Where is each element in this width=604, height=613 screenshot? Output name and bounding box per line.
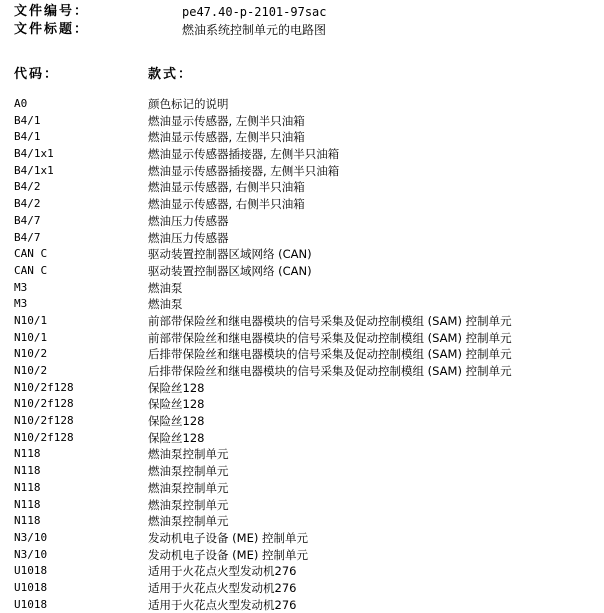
table-row — [14, 263, 604, 280]
component-code: B4/2 — [14, 197, 41, 211]
table-row — [14, 497, 604, 514]
component-code: N3/10 — [14, 547, 48, 561]
table-row — [14, 313, 604, 330]
component-code: M3 — [14, 280, 28, 294]
component-code: B4/1x1 — [14, 163, 54, 177]
component-description: 后排带保险丝和继电器模块的信号采集及促动控制模组 (SAM) 控制单元 — [148, 347, 512, 362]
table-row — [14, 380, 604, 397]
component-description: 驱动装置控制器区域网络 (CAN) — [148, 263, 312, 278]
component-description: 燃油压力传感器 — [148, 213, 229, 228]
component-code: CAN C — [14, 247, 48, 261]
table-row — [14, 563, 604, 580]
component-description: 燃油泵控制单元 — [148, 514, 229, 529]
component-code: N10/2 — [14, 364, 48, 377]
component-code: U1018 — [14, 597, 48, 611]
component-code: N118 — [14, 514, 41, 528]
file-number-label: 文件编号： — [14, 4, 90, 19]
table-row — [14, 179, 604, 196]
component-description: 燃油显示传感器, 左侧半只油箱 — [148, 113, 305, 128]
table-row — [14, 129, 604, 146]
table-row — [14, 196, 604, 213]
component-code: N3/10 — [14, 530, 48, 544]
component-code: N10/2f128 — [14, 397, 74, 411]
component-description: 燃油泵控制单元 — [148, 480, 229, 495]
component-description: 燃油显示传感器插接器, 左侧半只油箱 — [148, 147, 340, 162]
table-row — [14, 530, 604, 547]
component-code: N118 — [14, 497, 41, 511]
table-row — [14, 113, 604, 130]
table-row — [14, 463, 604, 480]
component-description: 前部带保险丝和继电器模块的信号采集及促动控制模组 (SAM) 控制单元 — [148, 330, 512, 345]
component-description: 保险丝128 — [148, 430, 205, 445]
code-column-header: 代码： — [14, 67, 60, 82]
table-row — [14, 280, 604, 297]
table-row — [14, 580, 604, 597]
table-row — [14, 96, 604, 113]
table-row — [14, 163, 604, 180]
component-code: N10/2f128 — [14, 380, 74, 394]
table-row — [14, 213, 604, 230]
component-code: N118 — [14, 447, 41, 461]
component-description: 燃油泵控制单元 — [148, 447, 229, 462]
component-code: U1018 — [14, 564, 48, 578]
component-description: 适用于火花点火型发动机276 — [148, 580, 297, 595]
component-description: 保险丝128 — [148, 414, 205, 429]
component-code: U1018 — [14, 580, 48, 594]
component-code: N10/1 — [14, 313, 48, 327]
file-title-value: 燃油系统控制单元的电路图 — [182, 23, 327, 37]
component-description: 适用于火花点火型发动机276 — [148, 564, 297, 579]
table-row — [14, 480, 604, 497]
component-description: 保险丝128 — [148, 380, 205, 395]
component-code: CAN C — [14, 263, 48, 277]
description-column-header: 款式： — [148, 67, 194, 82]
table-row — [14, 363, 604, 380]
table-row — [14, 430, 604, 447]
component-description: 适用于火花点火型发动机276 — [148, 597, 297, 612]
table-row — [14, 246, 604, 263]
component-code: B4/1x1 — [14, 147, 54, 161]
component-description: 燃油显示传感器插接器, 左侧半只油箱 — [148, 163, 340, 178]
component-code: A0 — [14, 97, 28, 110]
component-code: B4/1 — [14, 113, 41, 127]
legend-table — [14, 96, 604, 613]
table-row — [14, 597, 604, 613]
file-title-label: 文件标题： — [14, 22, 90, 37]
component-description: 燃油泵控制单元 — [148, 497, 229, 512]
component-code: N118 — [14, 464, 41, 478]
component-code: B4/7 — [14, 230, 41, 244]
component-code: B4/1 — [14, 130, 41, 144]
component-code: N10/2f128 — [14, 414, 74, 428]
table-row — [14, 446, 604, 463]
component-description: 燃油泵 — [148, 297, 183, 312]
table-row — [14, 146, 604, 163]
component-code: B4/7 — [14, 213, 41, 227]
table-row — [14, 296, 604, 313]
table-row — [14, 547, 604, 564]
component-code: N10/1 — [14, 330, 48, 344]
component-description: 发动机电子设备 (ME) 控制单元 — [148, 530, 308, 545]
component-code: M3 — [14, 297, 28, 311]
table-row — [14, 346, 604, 363]
component-description: 前部带保险丝和继电器模块的信号采集及促动控制模组 (SAM) 控制单元 — [148, 313, 512, 328]
component-description: 后排带保险丝和继电器模块的信号采集及促动控制模组 (SAM) 控制单元 — [148, 364, 512, 378]
component-code: N118 — [14, 480, 41, 494]
component-code: B4/2 — [14, 180, 41, 194]
table-row — [14, 396, 604, 413]
component-description: 保险丝128 — [148, 397, 205, 412]
table-row — [14, 413, 604, 430]
component-description: 燃油泵 — [148, 280, 183, 295]
component-code: N10/2f128 — [14, 430, 74, 444]
component-description: 发动机电子设备 (ME) 控制单元 — [148, 547, 308, 562]
component-description: 燃油显示传感器, 右侧半只油箱 — [148, 180, 305, 195]
component-description: 颜色标记的说明 — [148, 97, 229, 111]
component-description: 燃油压力传感器 — [148, 230, 229, 245]
component-description: 燃油泵控制单元 — [148, 464, 229, 479]
component-description: 燃油显示传感器, 左侧半只油箱 — [148, 130, 305, 145]
component-description: 驱动装置控制器区域网络 (CAN) — [148, 247, 312, 262]
table-row — [14, 513, 604, 530]
table-row — [14, 330, 604, 347]
table-row — [14, 230, 604, 247]
component-description: 燃油显示传感器, 右侧半只油箱 — [148, 197, 305, 212]
file-number-value: pe47.40-p-2101-97sac — [182, 5, 327, 19]
component-code: N10/2 — [14, 347, 48, 361]
